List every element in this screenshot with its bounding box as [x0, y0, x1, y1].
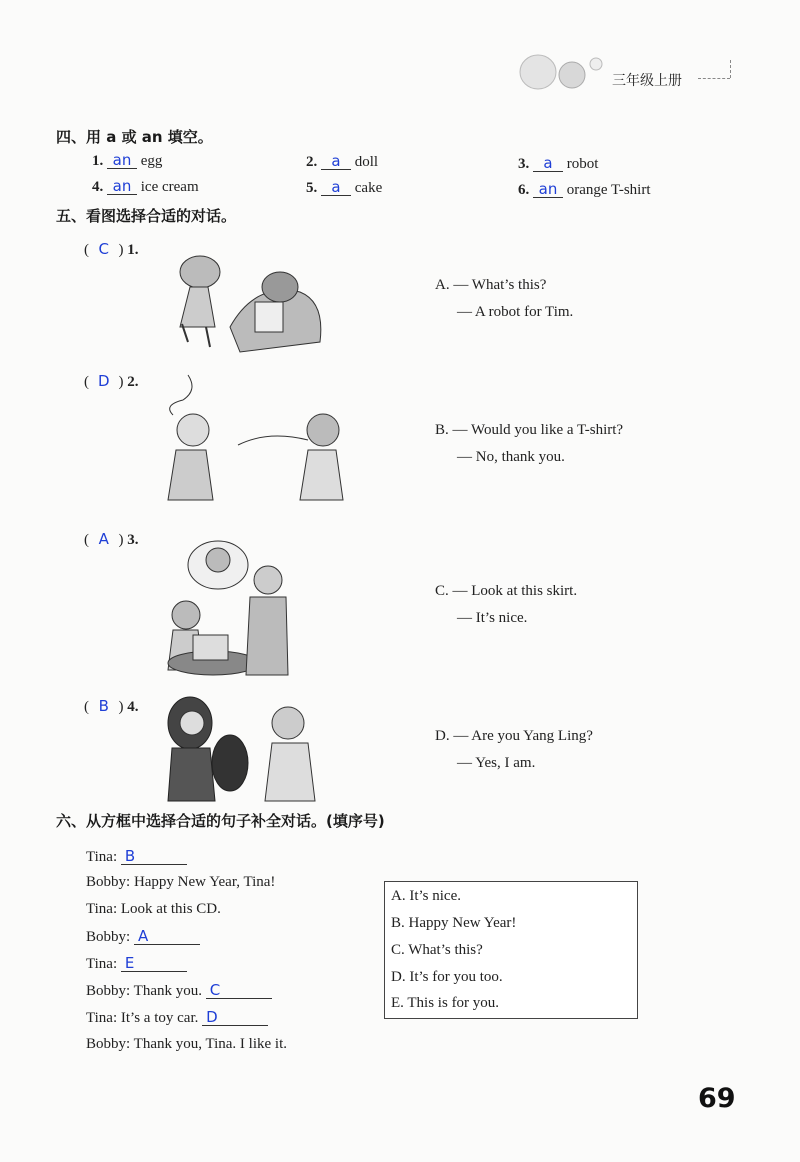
dialog-line-7 [86, 1009, 268, 1027]
dialog-line-4 [86, 928, 200, 946]
s5-num: 4. [127, 699, 139, 715]
dialog-text: Thank you. [133, 983, 202, 999]
dialog-line-8 [86, 1036, 287, 1053]
s4-word: doll [354, 154, 379, 170]
box-option: A. It’s nice. [391, 888, 461, 904]
option-line: C. — Look at this skirt. [435, 583, 578, 599]
s5-question-2: ( D ) 2. [84, 372, 139, 390]
dialog-answer: B [121, 848, 187, 865]
picture-3-icon [158, 525, 308, 680]
s5-num: 1. [127, 242, 139, 258]
option-line: — A robot for Tim. [457, 304, 574, 320]
s4-item-1 [92, 152, 162, 170]
dialog-answer: C [206, 982, 272, 999]
speaker: Tina: [86, 956, 118, 972]
box-option: D. It’s for you too. [391, 969, 503, 985]
logo [512, 42, 607, 92]
s4-num: 1. [92, 153, 104, 169]
s4-answer: an [533, 181, 563, 198]
speaker: Bobby: [86, 1036, 131, 1052]
option-line: — It’s nice. [457, 610, 528, 626]
section5-title: 五、看图选择合适的对话。 [56, 207, 237, 225]
page-number: 69 [698, 1083, 736, 1114]
s4-num: 2. [306, 154, 318, 170]
option-b [435, 417, 623, 471]
dialog-answer: A [134, 928, 200, 945]
dialog-text: Happy New Year, Tina! [133, 874, 276, 890]
box-option: B. Happy New Year! [391, 915, 517, 931]
s5-question-3: ( A ) 3. [84, 530, 139, 548]
s4-answer: an [107, 152, 137, 169]
s4-item-2 [306, 153, 378, 171]
s5-answer: D [97, 372, 110, 390]
s5-answer: A [98, 530, 109, 548]
dialog-answer: D [202, 1009, 268, 1026]
dialog-text: It’s a toy car. [120, 1010, 199, 1026]
picture-1-icon [160, 232, 330, 357]
speaker: Tina: [86, 901, 118, 917]
s4-num: 5. [306, 180, 318, 196]
sentence-options-box [384, 881, 638, 1019]
s4-item-4 [92, 178, 199, 196]
s4-answer: a [321, 179, 351, 196]
option-line: B. — Would you like a T-shirt? [435, 422, 624, 438]
s4-item-6 [518, 181, 651, 199]
speaker: Bobby: [86, 983, 131, 999]
option-d [435, 723, 593, 777]
dialog-line-6 [86, 982, 272, 1000]
option-line: — No, thank you. [457, 449, 565, 465]
s4-word: cake [354, 180, 383, 196]
option-line: D. — Are you Yang Ling? [435, 728, 593, 744]
s4-answer: a [533, 155, 563, 172]
picture-2-icon [158, 370, 348, 515]
s4-num: 3. [518, 156, 530, 172]
dialog-answer: E [121, 955, 187, 972]
s4-item-5 [306, 179, 382, 197]
box-option: C. What’s this? [391, 942, 483, 958]
s4-word: robot [566, 156, 599, 172]
s4-word: orange T-shirt [566, 182, 651, 198]
s5-num: 2. [127, 374, 139, 390]
speaker: Tina: [86, 849, 118, 865]
s4-word: ice cream [140, 179, 199, 195]
s4-answer: an [107, 178, 137, 195]
header-tick [730, 60, 731, 78]
header-rule [698, 78, 730, 79]
speaker: Bobby: [86, 874, 131, 890]
s5-num: 3. [127, 532, 139, 548]
dialog-text: Look at this CD. [120, 901, 221, 917]
option-a [435, 272, 573, 326]
s4-num: 6. [518, 182, 530, 198]
dialog-line-5 [86, 955, 187, 973]
dialog-line-3 [86, 901, 221, 918]
option-line: — Yes, I am. [457, 755, 536, 771]
s4-num: 4. [92, 179, 104, 195]
s4-item-3 [518, 155, 598, 173]
dialog-text: Thank you, Tina. I like it. [133, 1036, 288, 1052]
s5-question-1: ( C ) 1. [84, 240, 139, 258]
speaker: Bobby: [86, 929, 131, 945]
s5-question-4: ( B ) 4. [84, 697, 139, 715]
s5-answer: B [98, 697, 109, 715]
picture-4-icon [160, 693, 330, 803]
dialog-line-2 [86, 874, 275, 891]
speaker: Tina: [86, 1010, 118, 1026]
section4-title: 四、用 a 或 an 填空。 [56, 128, 213, 146]
abc-logo-icon [512, 42, 607, 92]
section6-title: 六、从方框中选择合适的句子补全对话。(填序号) [56, 812, 385, 830]
box-option: E. This is for you. [391, 995, 500, 1011]
grade-label: 三年级上册 [612, 73, 682, 89]
dialog-line-1 [86, 848, 187, 866]
s5-answer: C [98, 240, 109, 258]
option-line: A. — What’s this? [435, 277, 547, 293]
option-c [435, 578, 577, 632]
s4-answer: a [321, 153, 351, 170]
s4-word: egg [140, 153, 163, 169]
